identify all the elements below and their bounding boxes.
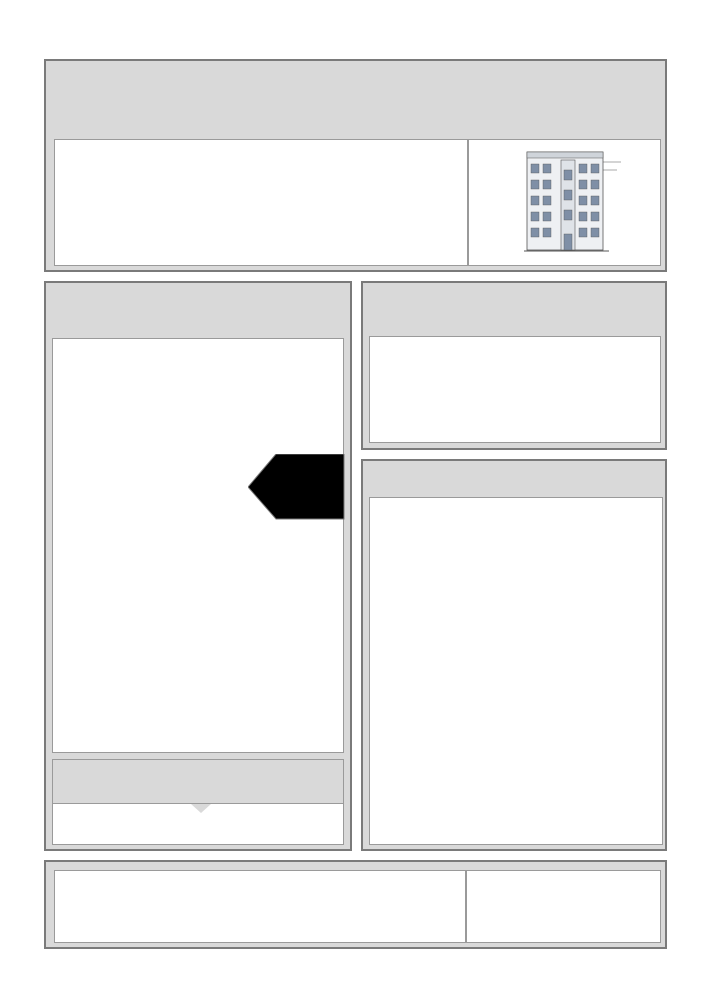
requirements-box <box>52 759 344 845</box>
building-info <box>54 139 468 266</box>
footer-panel <box>44 860 667 949</box>
requirements-heading <box>53 760 343 804</box>
indicators-table <box>369 497 663 845</box>
distribution-panel <box>361 281 667 450</box>
building-drawing <box>468 139 661 266</box>
current-class-arrow-icon <box>248 454 345 520</box>
record-info <box>466 870 661 943</box>
classification-panel <box>44 281 352 851</box>
distribution-chart <box>369 336 661 443</box>
indicators-panel <box>361 459 667 851</box>
legend-item-gas <box>379 347 393 355</box>
specialist-info <box>54 870 466 943</box>
legend-swatch <box>379 360 387 368</box>
distribution-pie <box>552 338 662 442</box>
requirements-pointer <box>191 804 211 813</box>
header-panel <box>44 59 667 272</box>
current-class-marker <box>248 454 345 525</box>
legend-item-electricity <box>379 360 393 368</box>
legend-swatch <box>379 347 387 355</box>
class-scale <box>52 338 344 753</box>
building-drawing-icon <box>469 140 662 267</box>
